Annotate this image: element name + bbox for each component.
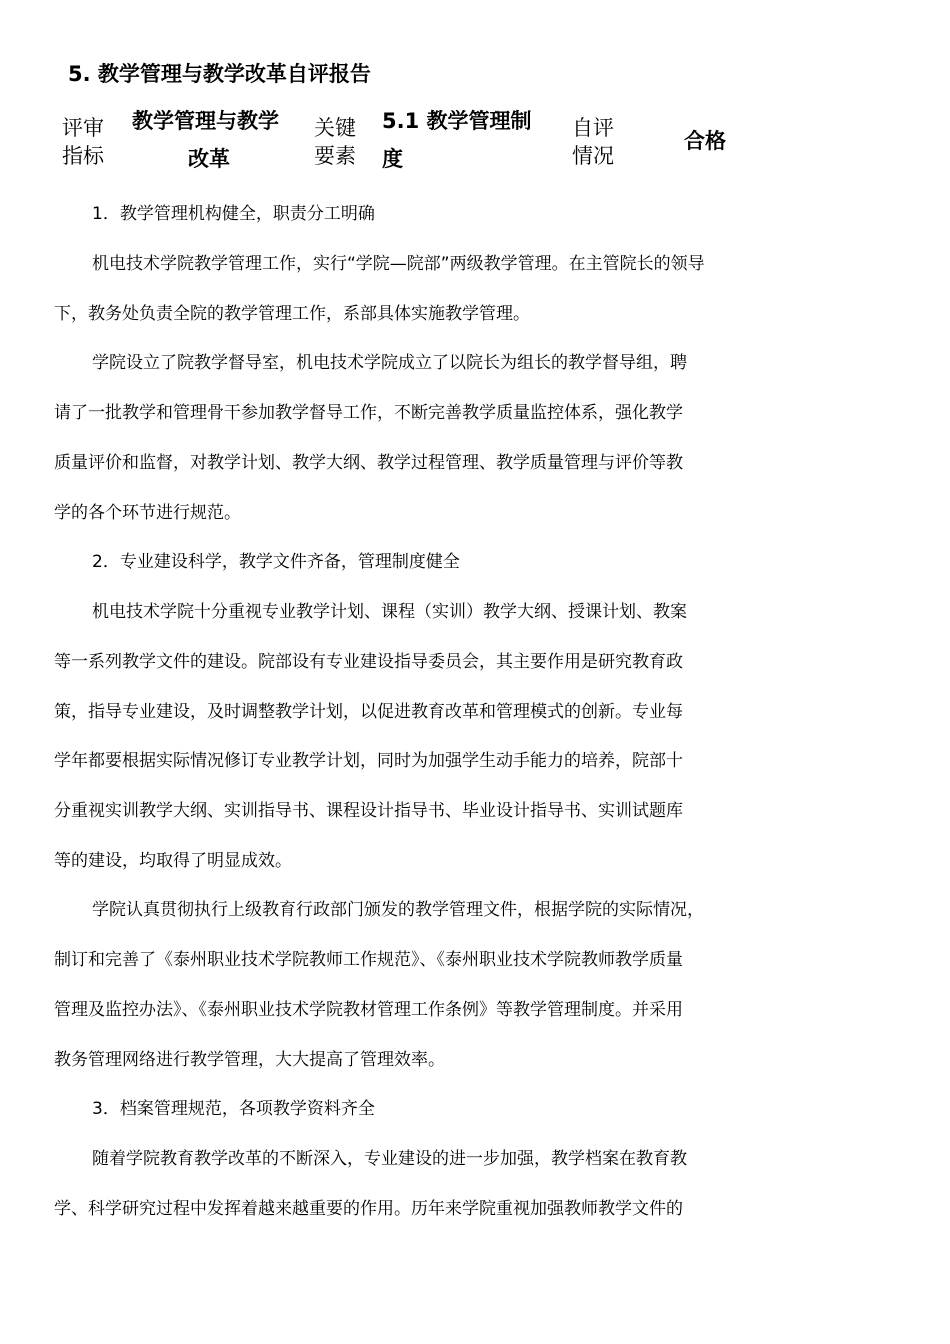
heading-2: 2．专业建设科学，教学文件齐备，管理制度健全	[92, 552, 460, 572]
paragraph-line: 制订和完善了《泰州职业技术学院教师工作规范》、《泰州职业技术学院教师教学质量	[54, 950, 683, 970]
paragraph-line: 质量评价和监督，对教学计划、教学大纲、教学过程管理、教学质量管理与评价等教	[54, 453, 683, 473]
label-review-line2: 指标	[62, 144, 104, 168]
paragraph-line: 学、科学研究过程中发挥着越来越重要的作用。历年来学院重视加强教师教学文件的	[54, 1199, 683, 1219]
paragraph-line: 分重视实训教学大纲、实训指导书、课程设计指导书、毕业设计指导书、实训试题库	[54, 801, 683, 821]
indicator-line2: 改革	[188, 147, 230, 171]
label-self-line2: 情况	[572, 144, 614, 168]
label-self-line1: 自评	[572, 116, 614, 140]
element-line2: 度	[382, 147, 403, 171]
paragraph-line: 请了一批教学和管理骨干参加教学督导工作，不断完善教学质量监控体系，强化教学	[54, 403, 683, 423]
element-line1: 5.1 教学管理制	[382, 109, 532, 133]
self-eval-result: 合格	[684, 129, 726, 153]
paragraph-line: 等的建设，均取得了明显成效。	[54, 851, 292, 871]
paragraph-line: 学的各个环节进行规范。	[54, 503, 241, 523]
paragraph-line: 管理及监控办法》、《泰州职业技术学院教材管理工作条例》等教学管理制度。并采用	[54, 1000, 683, 1020]
indicator-line1: 教学管理与教学	[132, 109, 279, 133]
page-title: 5. 教学管理与教学改革自评报告	[68, 62, 371, 86]
paragraph-line: 学院认真贯彻执行上级教育行政部门颁发的教学管理文件，根据学院的实际情况，	[92, 900, 704, 920]
paragraph-line: 学院设立了院教学督导室，机电技术学院成立了以院长为组长的教学督导组，聘	[92, 353, 687, 373]
label-key-line2: 要素	[314, 144, 356, 168]
paragraph-line: 教务管理网络进行教学管理，大大提高了管理效率。	[54, 1050, 445, 1070]
heading-3: 3．档案管理规范，各项教学资料齐全	[92, 1099, 375, 1119]
paragraph-line: 机电技术学院十分重视专业教学计划、课程（实训）教学大纲、授课计划、教案	[92, 602, 687, 622]
paragraph-line: 下，教务处负责全院的教学管理工作，系部具体实施教学管理。	[54, 304, 530, 324]
heading-1: 1．教学管理机构健全，职责分工明确	[92, 204, 375, 224]
paragraph-line: 等一系列教学文件的建设。院部设有专业建设指导委员会，其主要作用是研究教育政	[54, 652, 683, 672]
paragraph-line: 学年都要根据实际情况修订专业教学计划，同时为加强学生动手能力的培养，院部十	[54, 751, 683, 771]
paragraph-line: 随着学院教育教学改革的不断深入，专业建设的进一步加强，教学档案在教育教	[92, 1149, 687, 1169]
paragraph-line: 策，指导专业建设，及时调整教学计划，以促进教育改革和管理模式的创新。专业每	[54, 702, 683, 722]
paragraph-line: 机电技术学院教学管理工作，实行“学院—院部”两级教学管理。在主管院长的领导	[92, 254, 705, 274]
label-review-line1: 评审	[62, 116, 104, 140]
label-key-line1: 关键	[314, 116, 356, 140]
